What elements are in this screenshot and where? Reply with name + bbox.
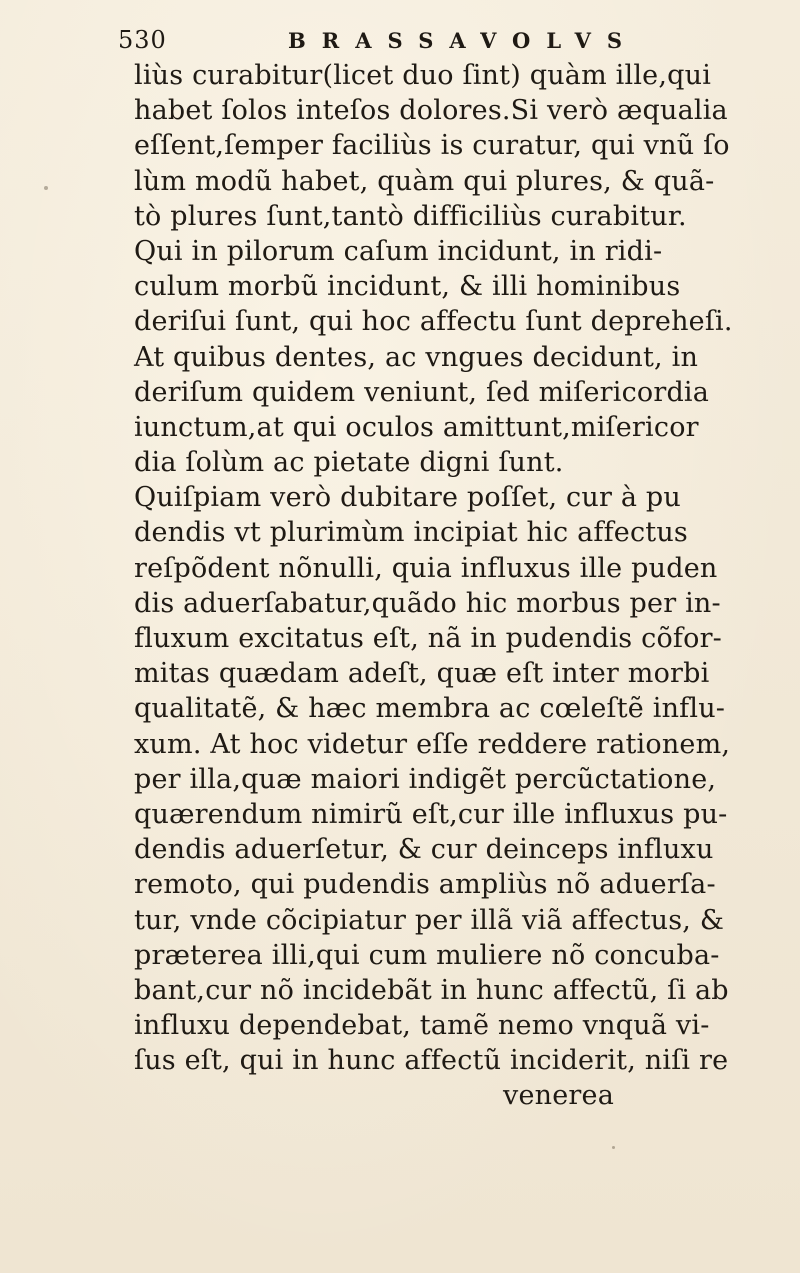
text-line: fluxum excitatus eſt, nã in pudendis cõfor- bbox=[134, 623, 723, 654]
paper-spot bbox=[44, 186, 48, 190]
text-line: deriſum quidem veniunt, ſed miſericordia bbox=[134, 376, 710, 408]
body-text bbox=[134, 58, 733, 1114]
running-head: BRASSAVOLVS bbox=[288, 28, 639, 53]
text-line: Qui in pilorum caſum incidunt, in ridi- bbox=[134, 235, 663, 267]
text-line: dendis vt plurimùm incipiat hic affectus bbox=[134, 517, 688, 549]
text-line: dendis aduerſetur, & cur deinceps influxu bbox=[134, 834, 714, 866]
text-line: qualitatẽ, & hæc membra ac cœleſtẽ influ- bbox=[134, 693, 726, 725]
catchword: venerea bbox=[503, 1080, 614, 1112]
page-number: 530 bbox=[118, 26, 167, 54]
text-line: iunctum,at qui oculos amittunt,miſericor bbox=[134, 411, 699, 443]
page-header bbox=[118, 22, 678, 62]
text-line: tò plures ſunt,tantò difficiliùs curabitur. bbox=[134, 200, 687, 232]
text-line: bant,cur nõ incidebãt in hunc affectũ, ſi ab bbox=[134, 974, 729, 1006]
text-line: influxu dependebat, tamẽ nemo vnquã vi- bbox=[134, 1010, 710, 1042]
text-line: At quibus dentes, ac vngues decidunt, in bbox=[134, 341, 699, 373]
text-line: liùs curabitur(licet duo ſint) quàm ille,qui bbox=[134, 60, 712, 91]
text-line: reſpõdent nõnulli, quia influxus ille puden bbox=[134, 552, 718, 584]
text-line: dia ſolùm ac pietate digni ſunt. bbox=[134, 447, 564, 479]
text-line: præterea illi,qui cum muliere nõ concuba- bbox=[134, 939, 720, 971]
text-line: lùm modũ habet, quàm qui plures, & quã- bbox=[134, 165, 715, 197]
text-line: xum. At hoc videtur eſſe reddere rationem, bbox=[134, 728, 731, 760]
paper-spot bbox=[612, 1146, 615, 1149]
text-line: ſus eſt, qui in hunc affectũ inciderit, niſi re bbox=[134, 1045, 729, 1077]
text-line: mitas quædam adeſt, quæ eſt inter morbi bbox=[134, 658, 710, 690]
text-line: tur, vnde cõcipiatur per illã viã affectus, & bbox=[134, 904, 725, 936]
text-line: dis aduerſabatur,quãdo hic morbus per in- bbox=[134, 587, 721, 619]
text-line: eſſent,ſemper faciliùs is curatur, qui vnũ ſo bbox=[134, 130, 730, 162]
text-line: remoto, qui pudendis ampliùs nõ aduerſa- bbox=[134, 869, 716, 901]
text-line: Quiſpiam verò dubitare poſſet, cur à pu bbox=[134, 482, 682, 514]
text-line: per illa,quæ maiori indigẽt percũctatione, bbox=[134, 763, 717, 795]
text-line: culum morbũ incidunt, & illi hominibus bbox=[134, 271, 681, 303]
text-line: deriſui ſunt, qui hoc affectu ſunt depreheſi. bbox=[134, 306, 733, 338]
text-line: habet ſolos inteſos dolores.Si verò æqualia bbox=[134, 95, 728, 127]
text-line: quærendum nimirũ eſt,cur ille influxus pu- bbox=[134, 798, 728, 830]
